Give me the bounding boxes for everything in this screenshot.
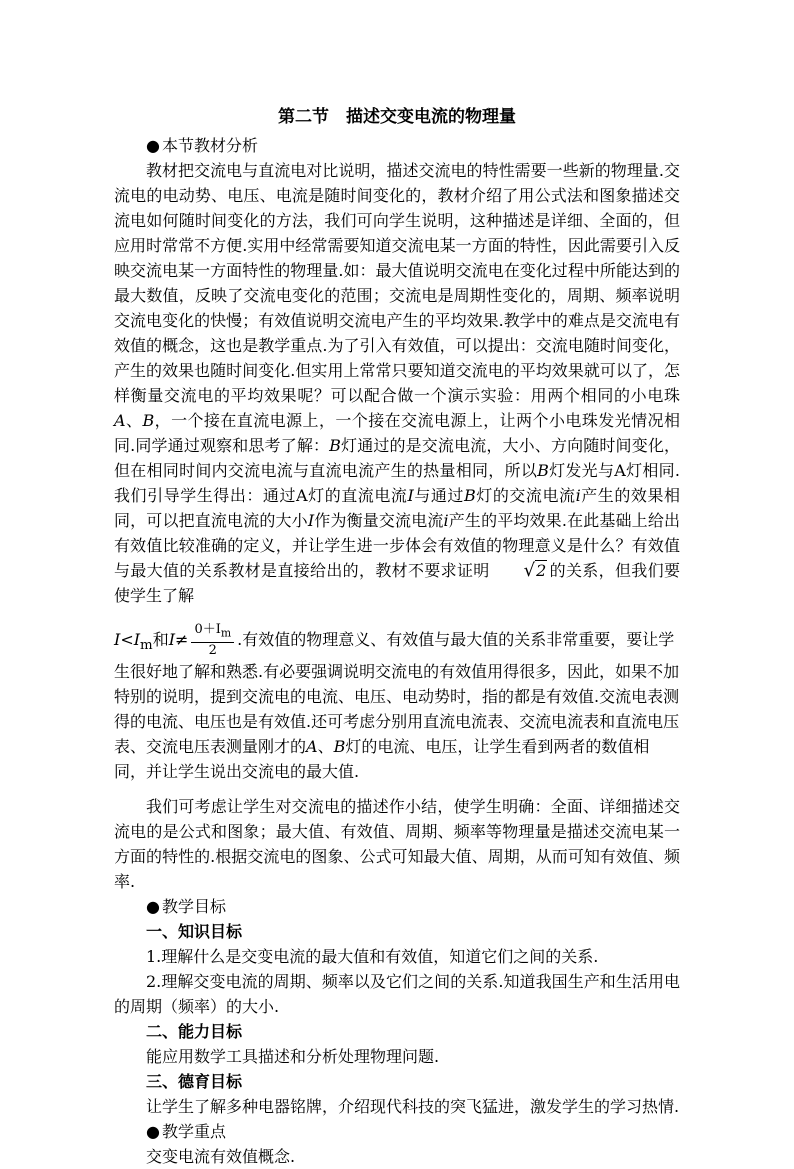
ability-heading: 二、能力目标: [146, 1021, 243, 1041]
fraction-formula: $\frac{0+I_m}{2}$: [191, 622, 234, 659]
document-body: [114, 103, 680, 1169]
focus-item-1: 交变电流有效值概念.: [146, 1146, 296, 1166]
section-heading-analysis: ● 本节教材分析: [114, 133, 680, 158]
analysis-paragraph-2: 我们可考虑让学生对交流电的描述作小结，使学生明确：全面、详细描述交流电的是公式和图象；最大值、有效值、周期、频率等物理量是描述交流电某一方面的特性的.根据交流电的图象、公式可知最大值、周期，从而可知有效值、频率.: [114, 796, 680, 891]
inequality-formula-line: $I<I_m$和I≠ $\frac{0+I_m}{2}$ .有效值的物理意义、有效值与最大值的关系非常重要，要让学生很好地了解和熟悉.有必要强调说明交流电的有效值用得很多，因此，如果不加特别的说明，提到交流电的电流、电压、电动势时，指的都是有效值.交流电表测得的电流、电压也是有效值.还可考虑分别用直流电流表、交流电流表和直流电压表、交流电压表测量刚才的A、B灯的电流、电压，让学生看到两者的数值相同，并让学生说出交流电的最大值.: [114, 622, 680, 781]
analysis-paragraph-1: 教材把交流电与直流电对比说明，描述交流电的特性需要一些新的物理量.交流电的电动势、电压、电流是随时间变化的，教材介绍了用公式法和图象描述交流电如何随时间变化的方法，我们可向学生说明，这种描述是详细、全面的，但应用时常常不方便.实用中经常需要知道交流电某一方面的特性，因此需要引入反映交流电某一方面特性的物理量.如：最大值说明交流电在变化过程中所能达到的最大数值，反映了交流电变化的范围；交流电是周期性变化的，周期、频率说明交流电变化的快慢；有效值说明交流电产生的平均效果.教学中的难点是交流电有效值的概念，这也是教学重点.为了引入有效值，可以提出：交流电随时间变化，产生的效果也随时间变化.但实用上常常只要知道交流电的平均效果就可以了，怎样衡量交流电的平均效果呢？可以配合做一个演示实验：用两个相同的小电珠A、B，一个接在直流电源上，一个接在交流电源上，让两个小电珠发光情况相同.同学通过观察和思考了解：B灯通过的是交流电流，大小、方向随时间变化，但在相同时间内交流电流与直流电流产生的热量相同，所以B灯发光与A灯相同.我们引导学生得出：通过A灯的直流电流I与通过B灯的交流电流i产生的效果相同，可以把直流电流的大小I作为衡量交流电流i产生的平均效果.在此基础上给出有效值比较准确的定义，并让学生进一步体会有效值的物理意义是什么？有效值与最大值的关系教材是直接给出的，教材不要求证明 √2 的关系，但我们要使学生了解: [114, 161, 680, 605]
knowledge-item-2: 2.理解交变电流的周期、频率以及它们之间的关系.知道我国生产和生活用电的周期（频率）的大小.: [114, 971, 680, 1016]
moral-item-1: 让学生了解多种电器铭牌，介绍现代科技的突飞猛进，激发学生的学习热情.: [146, 1096, 680, 1116]
bullet-icon: ●: [146, 1121, 160, 1141]
ability-item-1: 能应用数学工具描述和分析处理物理问题.: [146, 1046, 440, 1066]
bullet-icon: ●: [146, 136, 160, 155]
knowledge-heading: 一、知识目标: [146, 921, 243, 941]
sqrt-formula: √2: [523, 560, 547, 581]
knowledge-item-1: 1.理解什么是交变电流的最大值和有效值，知道它们之间的关系.: [146, 946, 599, 966]
moral-heading: 三、德育目标: [146, 1071, 243, 1091]
page-title: 第二节 描述交变电流的物理量: [278, 107, 516, 127]
section-heading-goals: ● 教学目标: [114, 894, 680, 919]
bullet-icon: ●: [146, 896, 160, 916]
section-heading-focus: ● 教学重点: [114, 1119, 680, 1144]
